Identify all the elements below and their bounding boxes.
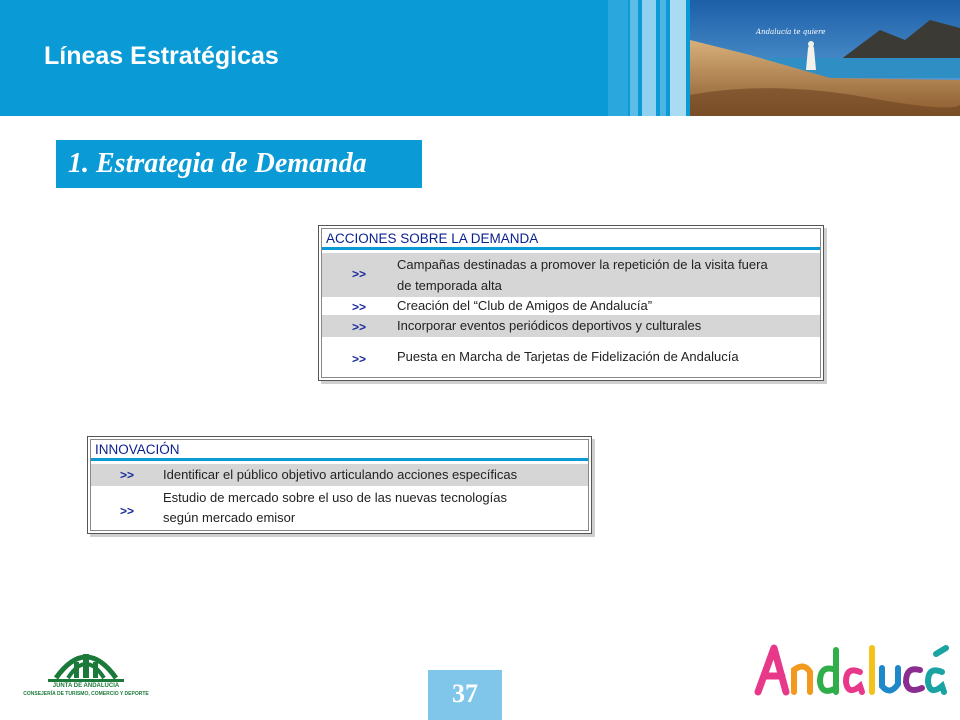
- page-title: Líneas Estratégicas: [44, 42, 279, 70]
- row-text-line: Incorporar eventos periódicos deportivos y culturales: [397, 318, 702, 333]
- table-heading: INNOVACIÓN: [91, 442, 588, 461]
- header-bar: [0, 0, 960, 116]
- table-row: [91, 486, 588, 528]
- page-number: 37: [452, 679, 478, 708]
- table-row: [322, 315, 820, 337]
- row-text-line: Puesta en Marcha de Tarjetas de Fidelización de Andalucía: [397, 349, 739, 364]
- row-marker: >>: [120, 468, 135, 482]
- row-marker: >>: [352, 352, 367, 366]
- beach-photo: [690, 0, 960, 116]
- table-heading: ACCIONES SOBRE LA DEMANDA: [322, 231, 820, 250]
- photo-caption: Andalucía te quiere: [756, 28, 826, 36]
- row-marker: >>: [352, 267, 367, 281]
- row-text-line: Estudio de mercado sobre el uso de las nuevas tecnologías: [163, 490, 507, 505]
- table-row: [322, 337, 820, 375]
- innovation-table: [87, 436, 592, 534]
- table-row: [322, 297, 820, 315]
- andalucia-brand-logo: [750, 640, 950, 700]
- row-marker: >>: [352, 320, 367, 334]
- table-row: [91, 464, 588, 486]
- decorative-stripes: [608, 0, 690, 116]
- row-text-line: Identificar el público objetivo articulando acciones específicas: [163, 467, 518, 482]
- row-marker: >>: [120, 504, 135, 518]
- junta-department: CONSEJERÍA DE TURISMO, COMERCIO Y DEPORTE: [23, 691, 149, 697]
- row-text-line: según mercado emisor: [163, 510, 296, 525]
- row-text-line: Creación del “Club de Amigos de Andalucía”: [397, 298, 653, 313]
- row-text-line: de temporada alta: [397, 278, 502, 293]
- section-title: 1. Estrategia de Demanda: [68, 148, 367, 179]
- demand-actions-table: [318, 225, 824, 381]
- table-row: [322, 253, 820, 297]
- row-marker: >>: [352, 300, 367, 314]
- row-text-line: Campañas destinadas a promover la repetición de la visita fuera: [397, 257, 768, 272]
- junta-name: JUNTA DE ANDALUCIA: [52, 683, 120, 689]
